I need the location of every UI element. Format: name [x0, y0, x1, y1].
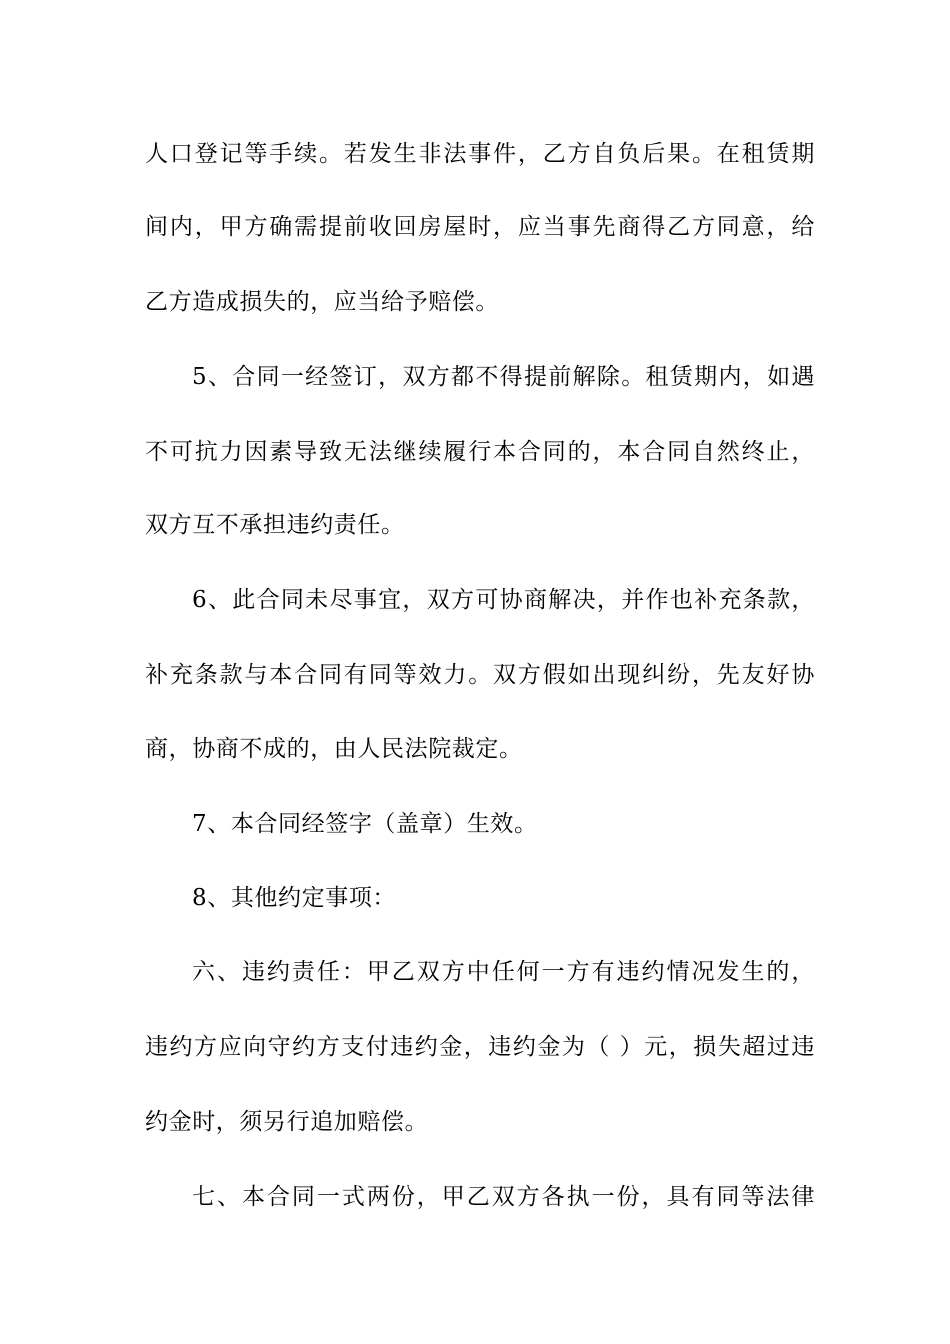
paragraph-line: 约金时，须另行追加赔偿。: [145, 1109, 429, 1135]
paragraph-line: 双方互不承担违约责任。: [145, 512, 405, 538]
paragraph-line: 乙方造成损失的，应当给予赔偿。: [145, 289, 499, 315]
paragraph-line: 不可抗力因素导致无法继续履行本合同的，本合同自然终止，: [145, 439, 815, 465]
paragraph-line: 补充条款与本合同有同等效力。双方假如出现纠纷，先友好协: [145, 662, 815, 688]
clause-5-line: 5、合同一经签订，双方都不得提前解除。租赁期内，如遇: [192, 364, 815, 390]
section-6-heading-line: 六、违约责任：甲乙双方中任何一方有违约情况发生的，: [192, 959, 815, 985]
clause-6-line: 6、此合同未尽事宜，双方可协商解决，并作也补充条款，: [192, 587, 815, 613]
clause-8-line: 8、其他约定事项：: [192, 885, 397, 911]
paragraph-line: 商，协商不成的，由人民法院裁定。: [145, 736, 523, 762]
paragraph-line: 人口登记等手续。若发生非法事件，乙方自负后果。在租赁期: [145, 141, 815, 167]
paragraph-line: 间内，甲方确需提前收回房屋时，应当事先商得乙方同意，给: [145, 214, 815, 240]
paragraph-line: 违约方应向守约方支付违约金，违约金为（ ）元，损失超过违: [145, 1034, 815, 1060]
section-7-heading-line: 七、本合同一式两份，甲乙双方各执一份，具有同等法律: [192, 1184, 815, 1210]
clause-7-line: 7、本合同经签字（盖章）生效。: [192, 811, 538, 837]
